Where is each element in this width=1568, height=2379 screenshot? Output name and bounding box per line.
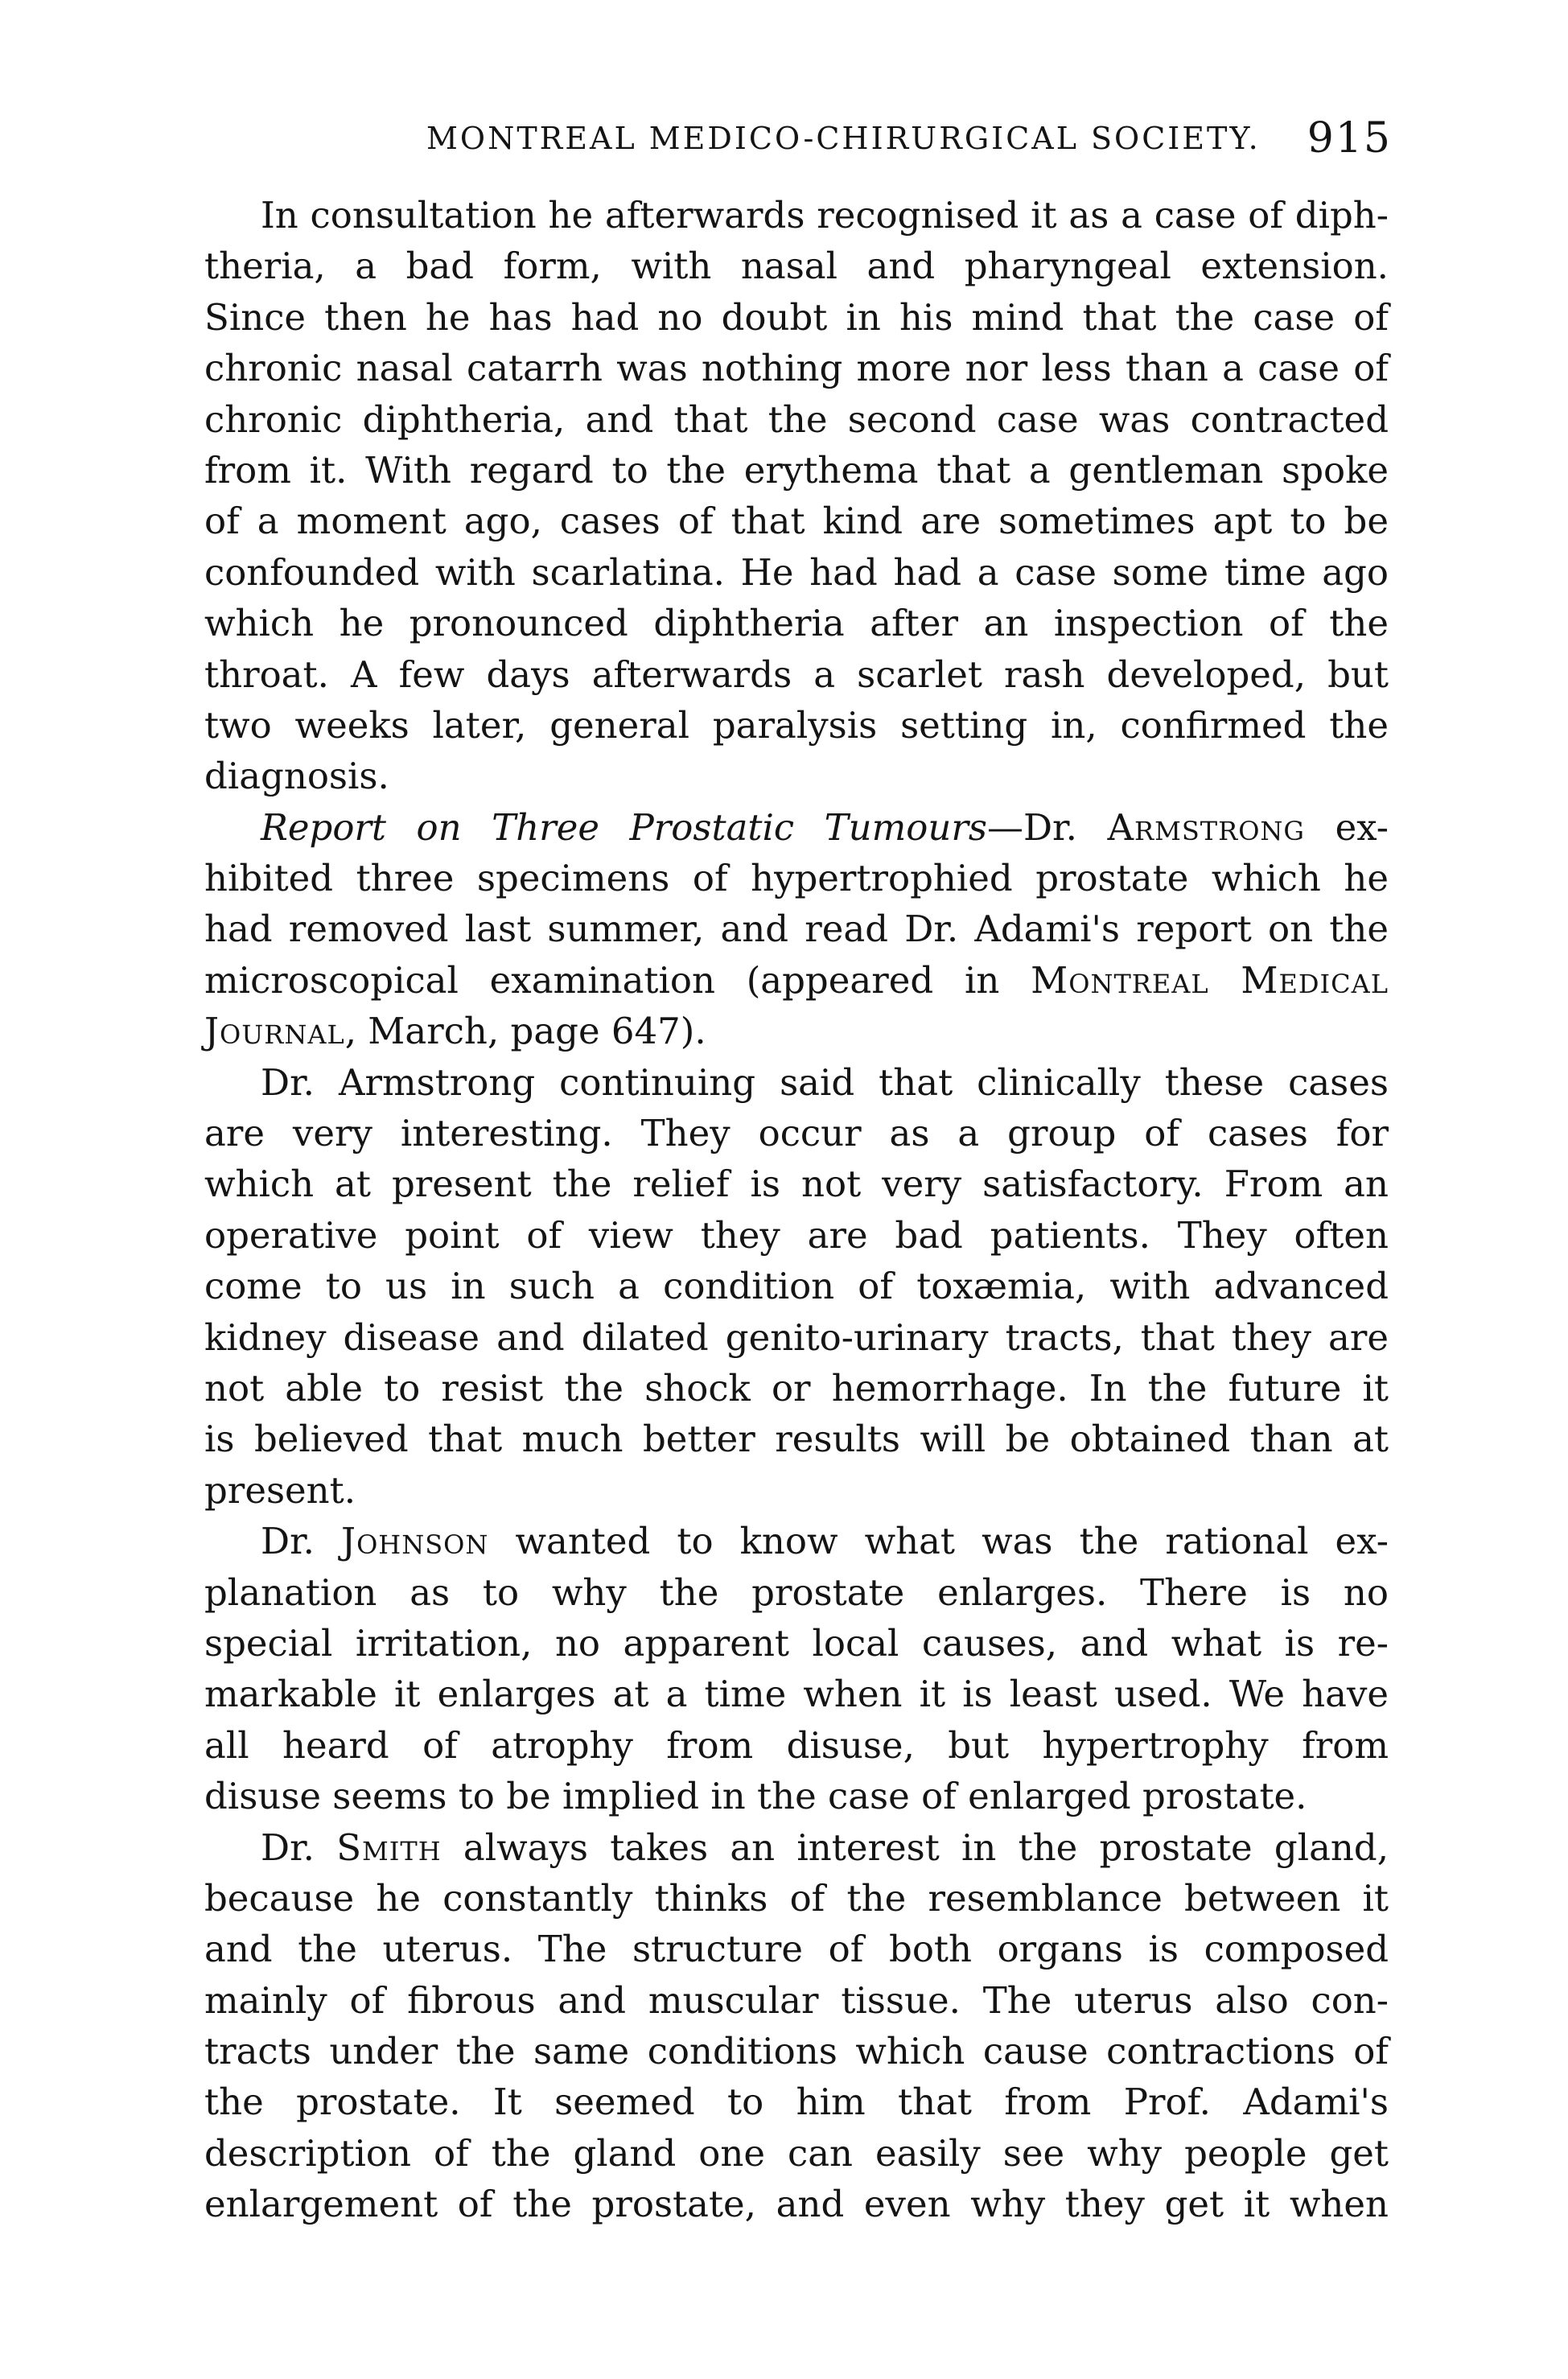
text-line: had removed last summer, and read Dr. Adami's report on the [204, 908, 1389, 951]
journal-name: Montreal Medical [1031, 958, 1389, 1002]
running-title: MONTREAL MEDICO-CHIRURGICAL SOCIETY. [426, 121, 1261, 156]
text-line: chronic nasal catarrh was nothing more nor less than a case of [204, 347, 1389, 390]
text-line: In consultation he afterwards recognised it as a case of diph- [261, 194, 1389, 237]
text-line: markable it enlarges at a time when it is least used. We have [204, 1673, 1389, 1716]
text-line: operative point of view they are bad patients. They often [204, 1213, 1389, 1257]
text-line: of a moment ago, cases of that kind are sometimes apt to be [204, 500, 1389, 543]
text-line: come to us in such a condition of toxæmia, with advanced [204, 1265, 1389, 1308]
text-line: mainly of fibrous and muscular tissue. The uterus also con- [204, 1978, 1389, 2022]
text-line: throat. A few days afterwards a scarlet rash developed, but [204, 652, 1389, 696]
text-line: the prostate. It seemed to him that from Prof. Adami's [204, 2081, 1389, 2124]
text-line: tracts under the same conditions which cause contractions of [204, 2030, 1389, 2073]
text-line: and the uterus. The structure of both organs is composed [204, 1928, 1389, 1971]
text-line: special irritation, no apparent local causes, and what is re- [204, 1621, 1389, 1665]
text-line: enlargement of the prostate, and even why they get it when [204, 2183, 1389, 2226]
text-line: because he constantly thinks of the resemblance between it [204, 1876, 1389, 1920]
text-fragment: ex- [1335, 805, 1389, 849]
text-fragment: always takes an interest in the prostate gland, [463, 1825, 1389, 1869]
text-line: Dr. Johnson wanted to know what was the rational ex- [261, 1520, 1389, 1563]
text-line: present. [204, 1468, 356, 1512]
text-line: description of the gland one can easily see why people get [204, 2131, 1389, 2175]
speaker-name: Armstrong [1107, 805, 1305, 849]
text-line: two weeks later, general paralysis setting in, confirmed the [204, 703, 1389, 747]
text-fragment: , March, page 647). [344, 1010, 706, 1053]
text-fragment: wanted to know what was the rational ex- [515, 1520, 1389, 1563]
text-line: confounded with scarlatina. He had had a case some time ago [204, 550, 1389, 594]
text-line: Dr. Armstrong continuing said that clinically these cases [261, 1060, 1389, 1104]
text-line: which he pronounced diphtheria after an inspection of the [204, 602, 1389, 645]
text-line: are very interesting. They occur as a group of cases for [204, 1112, 1389, 1155]
running-head [426, 114, 1392, 177]
speaker-name: Johnson [341, 1520, 489, 1563]
text-line: Dr. Smith always takes an interest in the prostate gland, [261, 1825, 1389, 1869]
text-line: hibited three specimens of hypertrophied prostate which he [204, 857, 1389, 900]
journal-name: Journal [204, 1010, 345, 1053]
report-heading-line: Report on Three Prostatic Tumours—Dr. Armstrong ex- [261, 805, 1389, 849]
text-line: all heard of atrophy from disuse, but hypertrophy from [204, 1723, 1389, 1767]
text-line: theria, a bad form, with nasal and pharyngeal extension. [204, 245, 1389, 288]
text-line: from it. With regard to the erythema that a gentleman spoke [204, 448, 1389, 492]
text-line: disuse seems to be implied in the case of enlarged prostate. [204, 1775, 1307, 1818]
speaker-name: Smith [336, 1825, 442, 1869]
body-text [204, 190, 1389, 2230]
text-line: which at present the relief is not very satisfactory. From an [204, 1163, 1389, 1206]
text-line: planation as to why the prostate enlarges. There is no [204, 1570, 1389, 1614]
text-line: chronic diphtheria, and that the second case was contracted [204, 397, 1389, 441]
text-line: kidney disease and dilated genito-urinary tracts, that they are [204, 1315, 1389, 1359]
page-number: 915 [1307, 114, 1392, 163]
text-line: not able to resist the shock or hemorrhage. In the future it [204, 1366, 1389, 1410]
text-line: Since then he has had no doubt in his mind that the case of [204, 295, 1389, 339]
text-fragment: microscopical examination (appeared in [204, 958, 1000, 1002]
text-line: is believed that much better results will be obtained than at [204, 1418, 1389, 1461]
text-line: diagnosis. [204, 755, 389, 798]
text-line [204, 955, 1389, 1006]
report-heading: Report on Three Prostatic Tumours [261, 805, 987, 849]
text-line [204, 1006, 1389, 1056]
